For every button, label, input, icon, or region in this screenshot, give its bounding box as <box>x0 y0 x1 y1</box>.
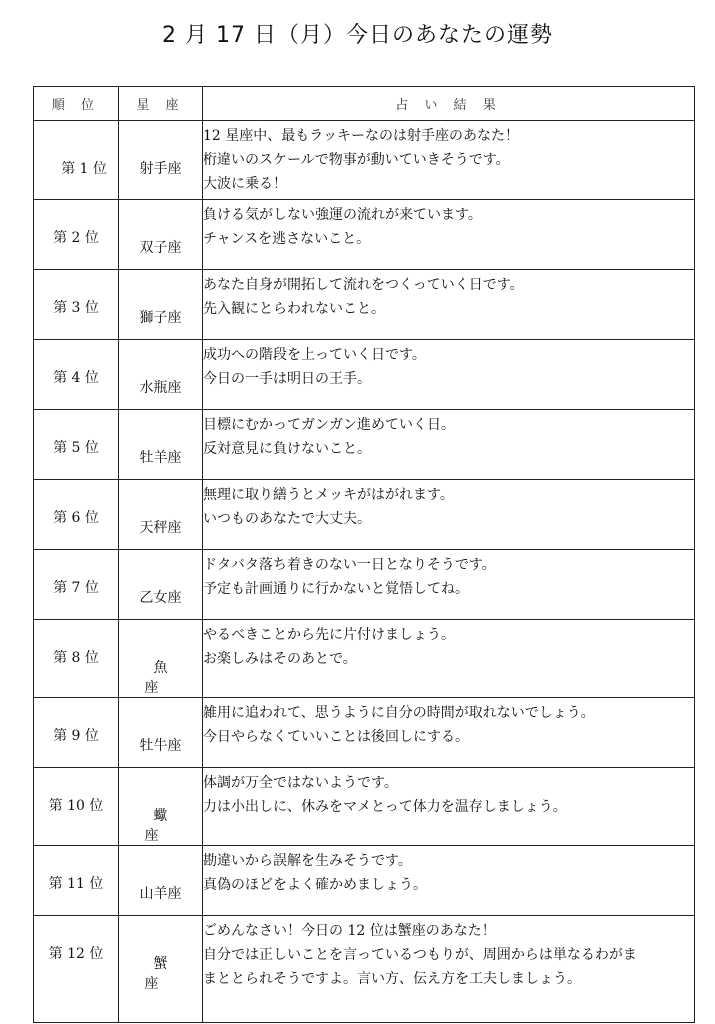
page-title: 2 月 17 日（月）今日のあなたの運勢 <box>162 23 553 48</box>
result-line: 12 星座中、最もラッキーなのは射手座のあなた！ <box>203 128 519 144</box>
result-cell <box>203 550 695 620</box>
sign-cell <box>119 698 203 768</box>
result-line: 自分では正しいことを言っているつもりが、周囲からは単なるわがま <box>203 947 637 963</box>
sign-label: 天秤座 <box>139 520 182 536</box>
table-row <box>34 200 695 270</box>
rank-cell <box>34 846 119 916</box>
sign-cell <box>119 270 203 340</box>
rank-cell <box>34 270 119 340</box>
sign-cell <box>119 121 203 200</box>
sign-label: 牡牛座 <box>139 738 182 754</box>
header-result: 占 い 結 果 <box>203 87 695 121</box>
rank-cell <box>34 200 119 270</box>
rank-label: 第 12 位 <box>48 946 104 962</box>
table-row <box>34 410 695 480</box>
result-cell <box>203 916 695 1023</box>
table-row <box>34 340 695 410</box>
result-cell <box>203 121 695 200</box>
result-cell <box>203 270 695 340</box>
result-line: 今日やらなくていいことは後回しにする。 <box>203 729 469 745</box>
rank-label: 第 9 位 <box>53 728 99 744</box>
rank-label: 第 3 位 <box>53 300 99 316</box>
rank-label: 第 6 位 <box>53 510 99 526</box>
sign-label: 獅子座 <box>139 310 182 326</box>
result-line: いつものあなたで大丈夫。 <box>203 511 371 527</box>
result-line: やるべきことから先に片付けましょう。 <box>203 627 455 643</box>
result-cell <box>203 340 695 410</box>
table-row <box>34 768 695 846</box>
sign-label: 双子座 <box>139 240 182 256</box>
table-row <box>34 270 695 340</box>
result-line: 雑用に追われて、思うように自分の時間が取れないでしょう。 <box>203 705 595 721</box>
sign-label: 水瓶座 <box>139 380 182 396</box>
sign-cell <box>119 340 203 410</box>
rank-cell <box>34 620 119 698</box>
rank-label: 第 8 位 <box>53 650 99 666</box>
sign-label: 牡羊座 <box>139 450 182 466</box>
rank-label: 第 2 位 <box>53 230 99 246</box>
rank-cell <box>34 340 119 410</box>
rank-label: 第 1 位 <box>61 161 107 177</box>
sign-cell <box>119 200 203 270</box>
table-row <box>34 480 695 550</box>
sign-label: 山羊座 <box>139 886 182 902</box>
sign-label: 魚 座 <box>144 660 186 696</box>
header-sign: 星 座 <box>119 87 203 121</box>
table-row <box>34 846 695 916</box>
table-header-row <box>34 87 695 121</box>
rank-cell <box>34 698 119 768</box>
fortune-table <box>33 86 695 1023</box>
result-line: 体調が万全ではないようです。 <box>203 775 398 791</box>
result-cell <box>203 768 695 846</box>
sign-cell <box>119 480 203 550</box>
rank-cell <box>34 121 119 200</box>
result-line: 今日の一手は明日の王手。 <box>203 371 371 387</box>
sign-label: 蟹 座 <box>144 956 186 992</box>
result-line: 大波に乗る！ <box>203 176 287 192</box>
result-line: チャンスを逃さないこと。 <box>203 231 371 247</box>
sign-label: 射手座 <box>139 161 182 177</box>
result-line: 成功への階段を上っていく日です。 <box>203 347 426 363</box>
result-cell <box>203 698 695 768</box>
result-line: お楽しみはそのあとで。 <box>203 651 357 667</box>
table-row <box>34 620 695 698</box>
sign-cell <box>119 846 203 916</box>
result-cell <box>203 200 695 270</box>
rank-cell <box>34 480 119 550</box>
result-line: 力は小出しに、休みをマメとって体力を温存しましょう。 <box>203 799 567 815</box>
result-line: 先入観にとらわれないこと。 <box>203 301 385 317</box>
result-line: 真偽のほどをよく確かめましょう。 <box>203 877 427 893</box>
result-line: ごめんなさい！今日の 12 位は蟹座のあなた！ <box>203 923 496 939</box>
sign-label: 蠍 座 <box>144 808 186 844</box>
result-cell <box>203 410 695 480</box>
rank-cell <box>34 550 119 620</box>
result-line: ドタバタ落ち着きのない一日となりそうです。 <box>203 557 496 573</box>
table-row <box>34 121 695 200</box>
rank-label: 第 11 位 <box>48 876 104 892</box>
table-row <box>34 916 695 1023</box>
sign-cell <box>119 768 203 846</box>
result-line: 勘違いから誤解を生みそうです。 <box>203 853 412 869</box>
rank-cell <box>34 410 119 480</box>
header-rank: 順 位 <box>34 87 119 121</box>
result-cell <box>203 620 695 698</box>
result-line: 目標にむかってガンガン進めていく日。 <box>203 417 455 433</box>
rank-label: 第 4 位 <box>53 370 99 386</box>
fortune-rows <box>34 121 695 1023</box>
rank-label: 第 10 位 <box>48 798 104 814</box>
result-line: まととられそうですよ。言い方、伝え方を工夫しましょう。 <box>203 971 581 987</box>
rank-label: 第 7 位 <box>53 580 99 596</box>
rank-cell <box>34 916 119 1023</box>
result-line: あなた自身が開拓して流れをつくっていく日です。 <box>203 277 524 293</box>
result-cell <box>203 846 695 916</box>
table-row <box>34 698 695 768</box>
rank-cell <box>34 768 119 846</box>
result-line: 無理に取り繕うとメッキがはがれます。 <box>203 487 454 503</box>
result-line: 負ける気がしない強運の流れが来ています。 <box>203 207 482 223</box>
rank-label: 第 5 位 <box>53 440 99 456</box>
sign-label: 乙女座 <box>139 590 182 606</box>
result-line: 反対意見に負けないこと。 <box>203 441 371 457</box>
sign-cell <box>119 550 203 620</box>
sign-cell <box>119 916 203 1023</box>
sign-cell <box>119 620 203 698</box>
result-cell <box>203 480 695 550</box>
result-line: 予定も計画通りに行かないと覚悟してね。 <box>203 581 469 597</box>
result-line: 桁違いのスケールで物事が動いていきそうです。 <box>203 152 510 168</box>
table-row <box>34 550 695 620</box>
sign-cell <box>119 410 203 480</box>
